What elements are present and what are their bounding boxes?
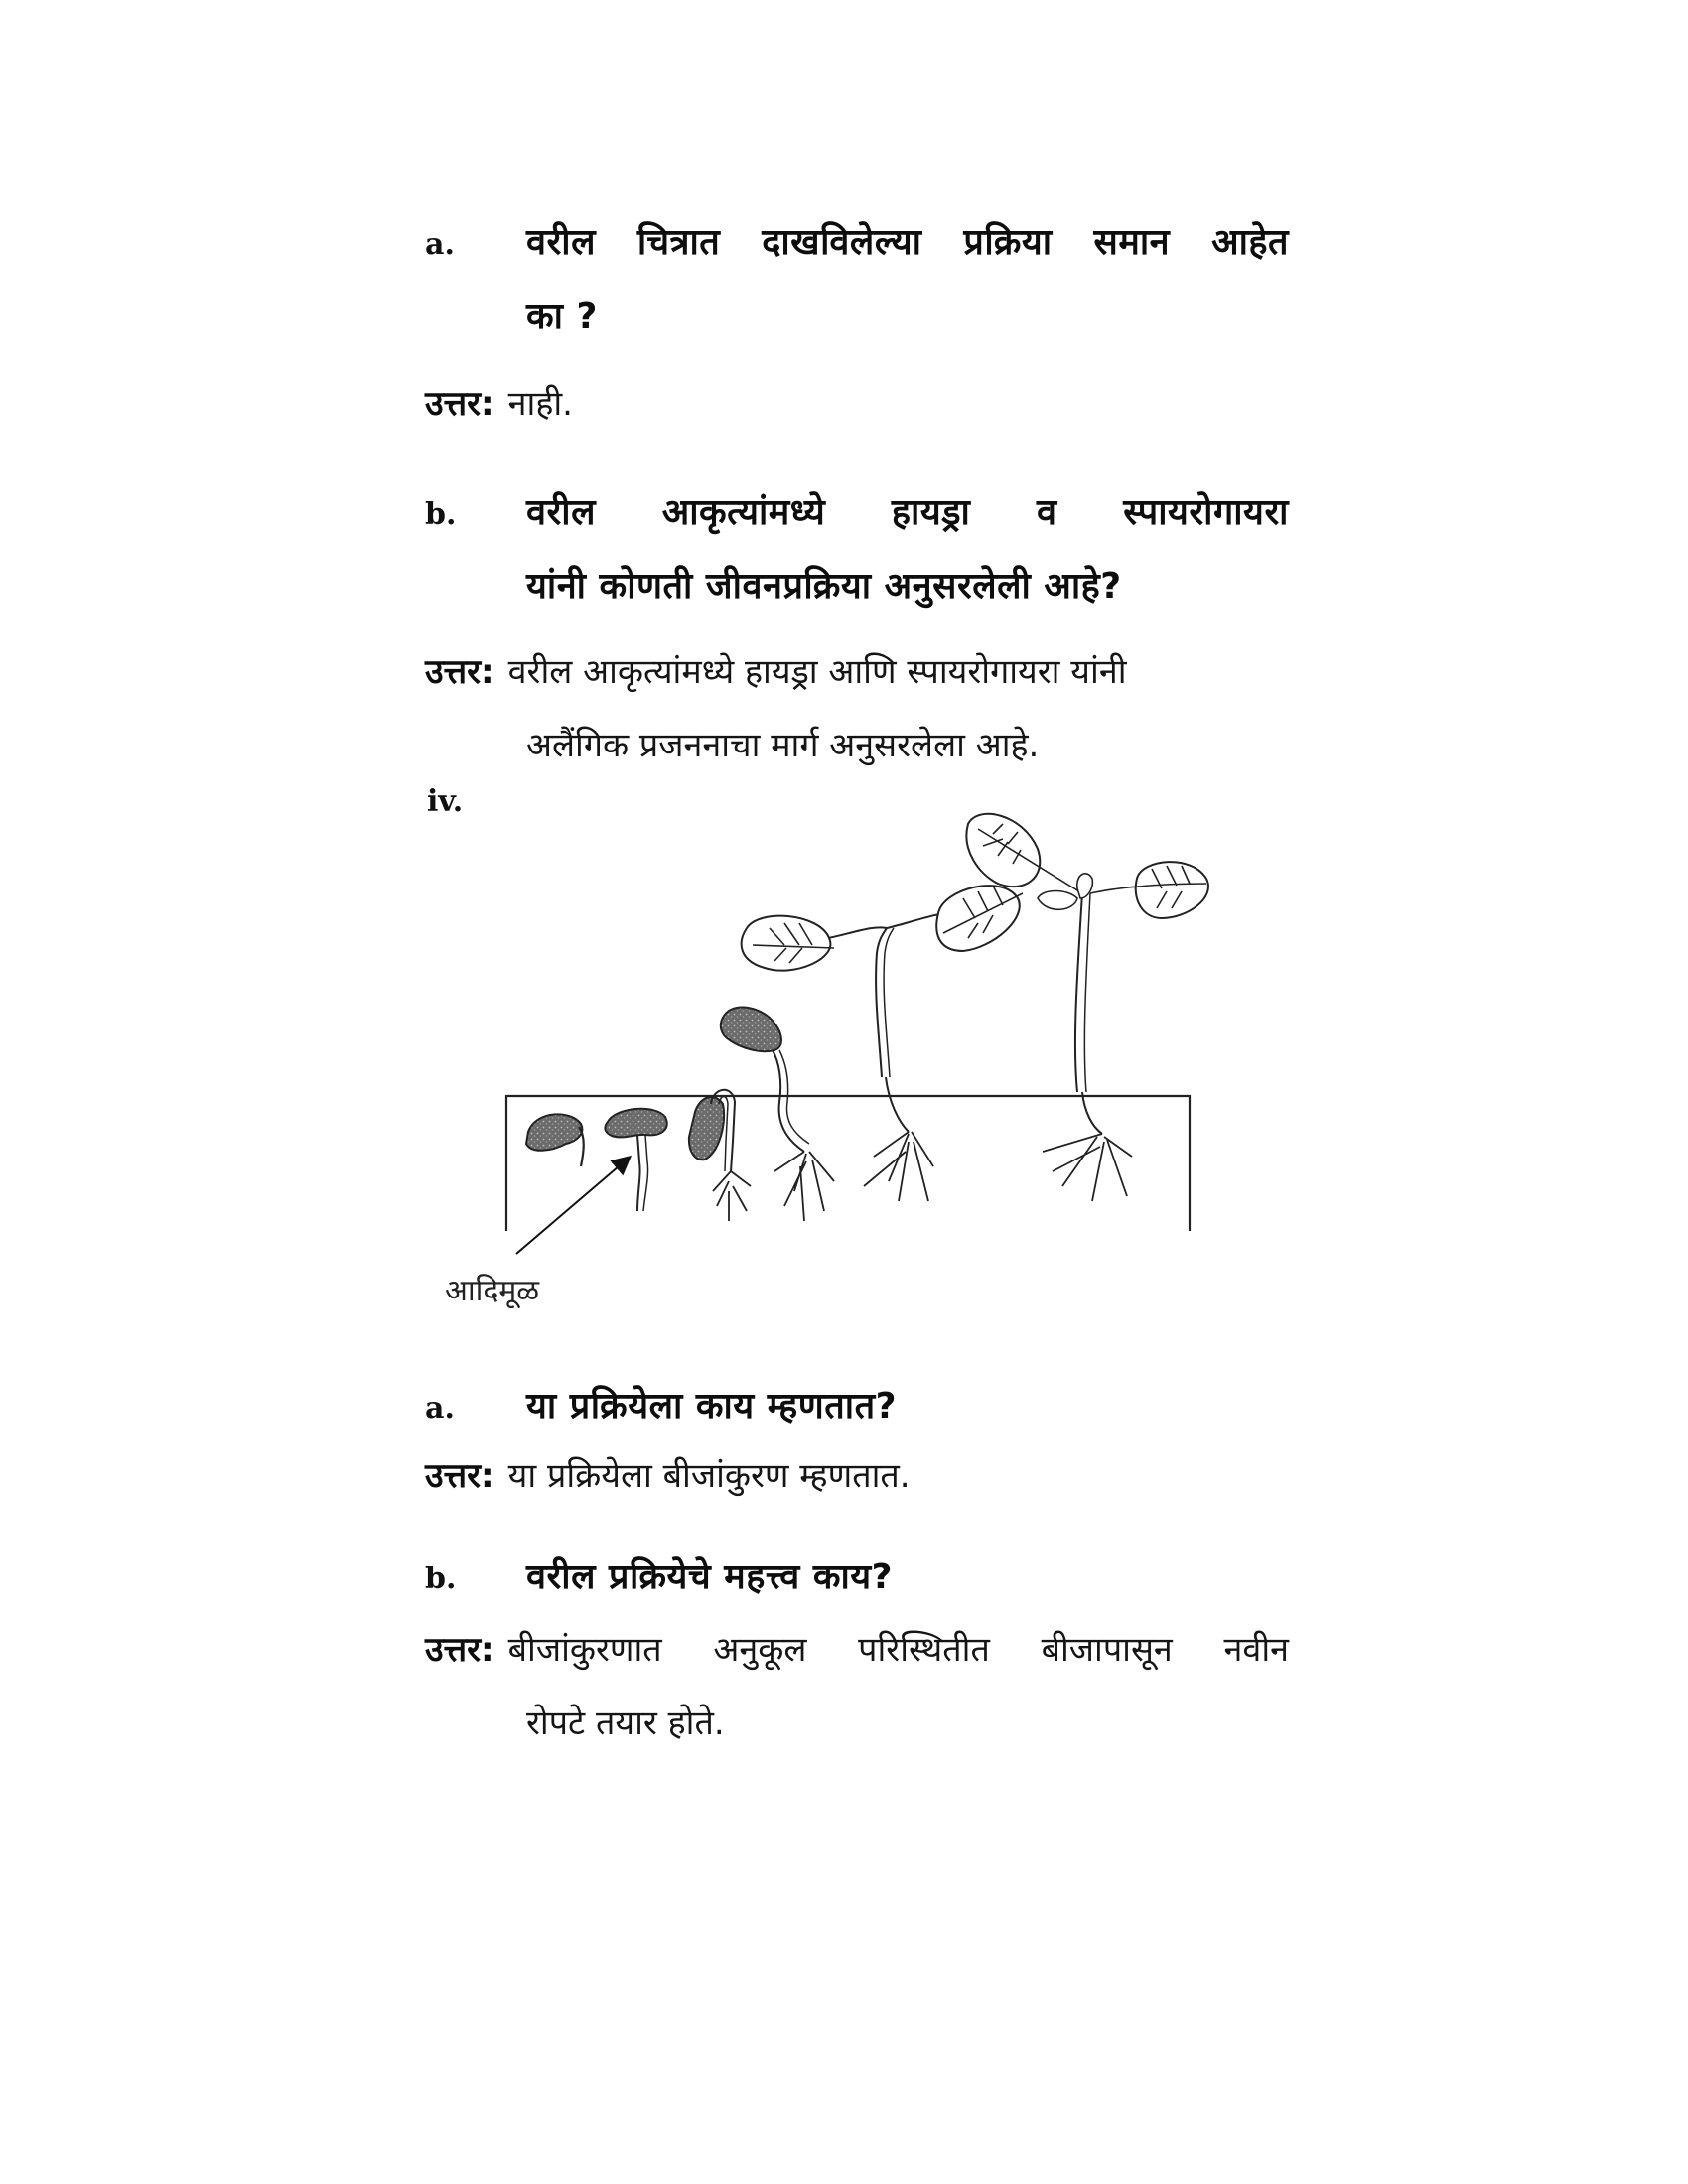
seedling-stage-6: [966, 814, 1208, 1201]
word: बीजापासून: [1041, 1630, 1173, 1670]
answer-text-line2: रोपटे तयार होते.: [526, 1704, 725, 1743]
section-number: iv.: [427, 784, 464, 819]
word: हायड्रा: [891, 492, 971, 533]
pointer-arrow: [516, 1160, 626, 1254]
answer-text: नाही.: [507, 384, 573, 424]
answer-a: [425, 367, 1289, 441]
answer-iv-b: [425, 1613, 1289, 1760]
seed-stage-3: [689, 1090, 751, 1221]
question-label: a.: [425, 1391, 455, 1426]
word: स्पायरोगायरा: [1123, 492, 1289, 533]
question-label: b.: [425, 497, 457, 532]
figure-label-radicle: आदिमूळ: [445, 1274, 540, 1308]
answer-text-line1: [508, 1613, 1289, 1687]
answer-text-line1: वरील आकृत्यांमध्ये हायड्रा आणि स्पायरोगायरा यांनी: [507, 652, 1127, 692]
word: अनुकूल: [713, 1630, 807, 1670]
answer-label: उत्तर:: [425, 384, 494, 424]
word: वरील: [526, 492, 596, 533]
word: व: [1037, 492, 1057, 533]
question-text-line1: [526, 477, 1289, 550]
word: बीजांकुरणात: [507, 1630, 662, 1670]
question-text-line1: वरील चित्रात दाखविलेल्या प्रक्रिया समान आहेत: [526, 222, 1289, 263]
seed-stage-4: [721, 1007, 834, 1221]
germination-figure: [437, 804, 1251, 1320]
answer-b: [425, 635, 1289, 782]
seedling-stage-5: [742, 886, 1023, 1201]
answer-label: उत्तर:: [425, 1630, 494, 1670]
soil-box: [506, 1096, 1190, 1231]
question-text: वरील प्रक्रियेचे महत्त्व काय?: [526, 1557, 894, 1597]
question-text: या प्रक्रियेला काय म्हणतात?: [526, 1386, 897, 1427]
seed-stage-1: [526, 1114, 584, 1166]
answer-iv-a: [425, 1439, 1289, 1513]
answer-text-line2: अलैंगिक प्रजननाचा मार्ग अनुसरलेला आहे.: [526, 726, 1040, 765]
question-label: b.: [425, 1562, 457, 1596]
seed-stage-2: [605, 1109, 666, 1211]
question-a: [425, 206, 1289, 353]
word: नवीन: [1223, 1630, 1289, 1670]
question-text-line2: यांनी कोणती जीवनप्रक्रिया अनुसरलेली आहे?: [526, 566, 1122, 607]
answer-label: उत्तर:: [425, 652, 494, 692]
word: परिस्थितीत: [858, 1630, 990, 1670]
question-text-line2: का ?: [526, 296, 598, 337]
question-b: [425, 477, 1289, 623]
word: आकृत्यांमध्ये: [661, 492, 826, 533]
question-iv-a: [425, 1370, 1289, 1443]
question-iv-b: [425, 1541, 1289, 1614]
question-label: a.: [425, 227, 455, 262]
answer-label: उत्तर:: [425, 1456, 494, 1496]
answer-text: या प्रक्रियेला बीजांकुरण म्हणतात.: [507, 1456, 911, 1496]
